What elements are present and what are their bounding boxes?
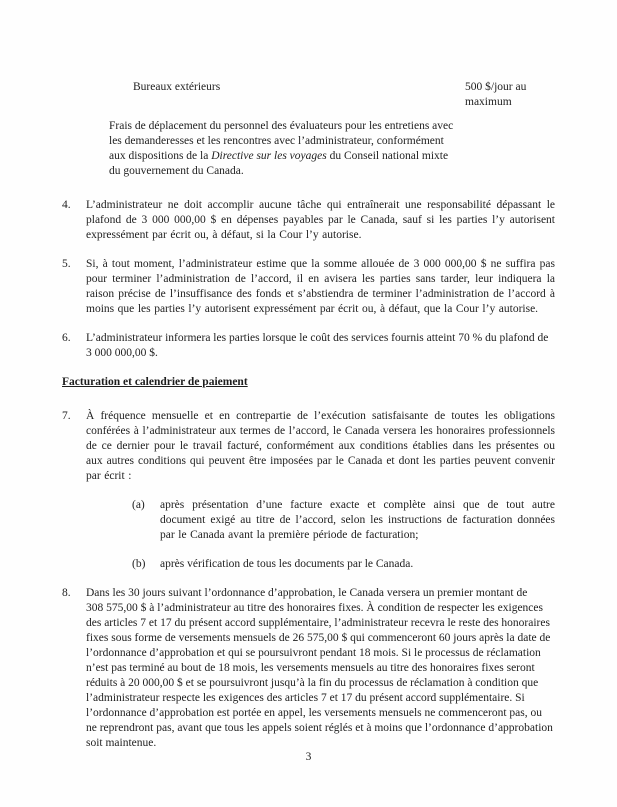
clause-7-text: À fréquence mensuelle et en contrepartie de l’exécution satisfaisante de toutes les obligations conférées à l’administrateur aux termes de l’accord, le Canada versera les honoraires professionnels de ce dernier pour le travail facturé, conformément aux conditions établies dans les présentes ou aux autres conditions qui peuvent être imposées par le Canada et dont les parties peuvent convenir par écrit : [86,410,555,482]
subclause-b-label: (b) [132,558,146,570]
clause-8-number: 8. [62,587,71,599]
clause-4-text: L’administrateur ne doit accomplir aucune tâche qui entraînerait une responsabilité dépassant le plafond de 3 000 000,00 $ en dépenses payables par le Canada, sauf si les parties l’y autorisent expressément par écrit ou, à défaut, si la Cour l’y autorise. [86,199,555,241]
page-number: 3 [305,751,312,763]
directive-title-italic: Directive sur les voyages [211,150,327,162]
clause-7 [62,409,555,572]
clause-5-text: Si, à tout moment, l’administrateur estime que la somme allouée de 3 000 000,00 $ ne suffira pas pour terminer l’administration de l’accord, il en avisera les parties sans tarder, leur indiquera la raison précise de l’insuffisance des fonds et s’abstiendra de terminer l’administration de l’accord à moins que les parties l’y autorisent expressément par écrit ou, à défaut, que la Cour l’y autorise. [86,258,555,315]
clause-6-text: L’administrateur informera les parties lorsque le coût des services fournis atteint 70 % du plafond de 3 000 000,00 $. [86,332,549,359]
fee-item-label: Bureaux extérieurs [133,81,221,93]
fee-item-rate: 500 $/jour au maximum [465,81,527,108]
clause-8 [62,586,555,751]
subclause-a-label: (a) [132,499,145,511]
clause-4-number: 4. [62,199,71,211]
clause-4 [62,198,555,243]
clause-7-number: 7. [62,410,71,422]
travel-note-text-after: du Conseil national mixte du gouvernement du Canada. [109,150,449,177]
clause-5 [62,257,555,317]
subclause-a-text: après présentation d’une facture exacte et complète ainsi que de tout autre document exigé au titre de l’accord, selon les instructions de facturation données par le Canada avant la première période de facturation; [160,499,555,541]
travel-note-text-before: Frais de déplacement du personnel des évaluateurs pour les entretiens avec les demanderesses et les rencontres avec l’administrateur, conformément aux dispositions de la [109,120,454,162]
clause-8-text: Dans les 30 jours suivant l’ordonnance d’approbation, le Canada versera un premier montant de 308 575,00 $ à l’administrateur au titre des honoraires fixes. À condition de respecter les exigences des articles 7 et 17 du présent accord supplémentaire, l’administrateur recevra le reste des honoraires fixes sous forme de versements mensuels de 26 575,00 $ qui commenceront 60 jours après la date de l’ordonnance d’approbation et qui se poursuivront pendant 18 mois. Si le processus de réclamation n’est pas terminé au bout de 18 mois, les versements mensuels au titre des honoraires fixes seront réduits à 20 000,00 $ et se poursuivront jusqu’à la fin du processus de réclamation à condition que l’administrateur respecte les exigences des articles 7 et 17 du présent accord supplémentaire. Si l’ordonnance d’approbation est portée en appel, les versements mensuels ne commenceront pas, ou ne reprendront pas, avant que tous les appels soient réglés et à moins que l’ordonnance d’approbation soit maintenue. [86,587,553,749]
clause-6 [62,331,555,361]
travel-expenses-note [109,119,459,179]
section-heading: Facturation et calendrier de paiement [62,376,248,388]
fee-schedule-row [62,80,555,110]
clause-6-number: 6. [62,332,71,344]
subclause-b [132,557,555,572]
subclause-b-text: après vérification de tous les documents par le Canada. [160,558,414,570]
clause-5-number: 5. [62,258,71,270]
subclause-a [132,498,555,543]
